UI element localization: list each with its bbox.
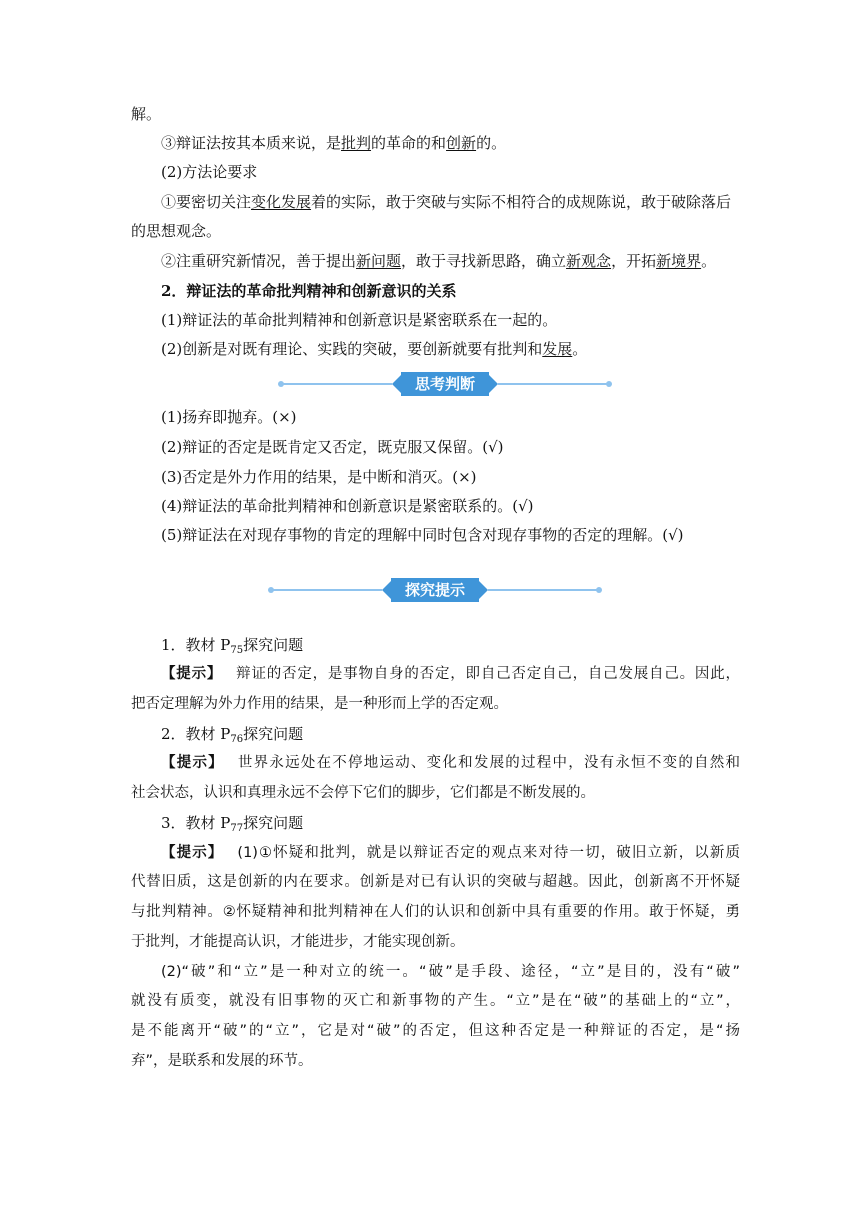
text-span: 世界永远处在不停地运动、变化和发展的过程中，没有永恒不变的自然和 [237, 755, 741, 771]
text-span: 与批判精神。②怀疑精神和批判精神在人们的认识和创新中具有重要的作用。敢于怀疑，勇 [131, 904, 740, 920]
text-span: 探究问题 [243, 725, 304, 743]
section-banner-judge [278, 372, 612, 396]
text-span: 的思想观念。 [131, 222, 222, 240]
text-span: 1．教材 P [161, 636, 231, 654]
text-span: ③辩证法按其本质来说，是 [161, 134, 342, 152]
text-span: 就没有质变，就没有旧事物的灭亡和新事物的产生。“立”是在“破”的基础上的“立”， [131, 993, 740, 1009]
underlined-term: 发展 [542, 340, 573, 358]
answer-line [161, 961, 740, 983]
text-line [161, 132, 740, 154]
answer-line [161, 663, 740, 685]
hint-tag: 【提示】 [161, 845, 224, 861]
text-span: 3．教材 P [161, 814, 231, 832]
question-heading [161, 723, 740, 751]
text-span: 辩证的否定，是事物自身的否定，即自己否定自己，自己发展自己。因此， [236, 666, 741, 682]
answer-line [161, 752, 740, 774]
text-span: ，敢于寻找新思路，确立 [401, 252, 567, 270]
section-heading: (2)方法论要求 [161, 163, 258, 181]
judgment-item [161, 495, 740, 517]
text-span: 着的实际，敢于突破与实际不相符合的成规陈说，敢于破除落后 [311, 193, 732, 211]
text-span: (3)否定是外力作用的结果，是中断和消灭。(×) [161, 468, 477, 486]
banner-rule [498, 383, 608, 385]
text-span: 把否定理解为外力作用的结果，是一种形而上学的否定观。 [131, 696, 508, 712]
text-span: 社会状态，认识和真理永远不会停下它们的脚步，它们都是不断发展的。 [131, 785, 595, 801]
banner-rule [272, 589, 382, 591]
answer-line [161, 842, 740, 864]
text-span: 的。 [476, 134, 507, 152]
text-span: 是不能离开“破”的“立”，它是对“破”的否定，但这种否定是一种辩证的否定，是“扬 [131, 1023, 740, 1039]
banner-arrow-left-icon [392, 375, 401, 393]
text-span: 解。 [131, 105, 162, 123]
answer-line [131, 693, 740, 715]
page-subscript: 75 [230, 645, 244, 656]
answer-line [131, 871, 740, 893]
answer-line [131, 901, 740, 923]
text-span: (5)辩证法在对现存事物的肯定的理解中同时包含对现存事物的否定的理解。(√) [161, 526, 684, 544]
text-line [131, 103, 740, 125]
banner-arrow-right-icon [479, 581, 488, 599]
judgment-item [161, 436, 740, 458]
banner-dot [596, 587, 602, 593]
page-subscript: 77 [230, 823, 244, 834]
text-span: (2)创新是对既有理论、实践的突破，要创新就要有批判和 [161, 340, 543, 358]
question-heading [161, 812, 740, 840]
text-span: 的革命的和 [371, 134, 447, 152]
text-span: ②注重研究新情况，善于提出 [161, 252, 357, 270]
text-span: 代替旧质，这是创新的内在要求。创新是对已有认识的突破与超越。因此，创新离不开怀疑 [131, 874, 740, 890]
text-line [161, 309, 740, 331]
answer-line [131, 1050, 740, 1072]
underlined-term: 新境界 [656, 252, 702, 270]
text-line [161, 161, 740, 183]
text-line [161, 280, 740, 302]
hint-tag: 【提示】 [161, 755, 224, 771]
text-span: (1)扬弃即抛弃。(×) [161, 408, 297, 426]
underlined-term: 批判 [341, 134, 372, 152]
text-span: 。 [572, 340, 588, 358]
text-line [161, 338, 740, 360]
text-span: (1)①怀疑和批判，就是以辩证否定的观点来对待一切，破旧立新，以新质 [237, 845, 741, 861]
banner-label: 思考判断 [401, 372, 489, 396]
answer-line [131, 990, 740, 1012]
banner-rule [282, 383, 392, 385]
text-span: (1)辩证法的革命批判精神和创新意识是紧密联系在一起的。 [161, 311, 558, 329]
text-span: 。 [701, 252, 717, 270]
hint-tag: 【提示】 [161, 666, 223, 682]
banner-rule [488, 589, 598, 591]
banner-dot [606, 381, 612, 387]
section-banner-explore [268, 578, 602, 602]
judgment-item [161, 524, 740, 546]
underlined-term: 创新 [446, 134, 477, 152]
text-span: 弃”，是联系和发展的环节。 [131, 1053, 313, 1069]
underlined-term: 变化发展 [251, 193, 312, 211]
text-span: 2．教材 P [161, 725, 231, 743]
banner-arrow-right-icon [489, 375, 498, 393]
text-span: (4)辩证法的革命批判精神和创新意识是紧密联系的。(√) [161, 497, 534, 515]
page-subscript: 76 [230, 734, 244, 745]
text-span: 于批判，才能提高认识，才能进步，才能实现创新。 [131, 934, 465, 950]
text-span: (2)“破”和“立”是一种对立的统一。“破”是手段、途径，“立”是目的，没有“破” [161, 964, 740, 980]
text-line [161, 250, 740, 272]
underlined-term: 新观念 [566, 252, 612, 270]
text-line [161, 191, 740, 213]
text-span: (2)辩证的否定是既肯定又否定，既克服又保留。(√) [161, 438, 504, 456]
text-line [131, 220, 740, 242]
question-heading [161, 634, 740, 662]
text-span: 探究问题 [243, 814, 304, 832]
banner-label: 探究提示 [391, 578, 479, 602]
underlined-term: 新问题 [356, 252, 402, 270]
text-span: ①要密切关注 [161, 193, 252, 211]
section-heading: 2．辩证法的革命批判精神和创新意识的关系 [161, 282, 457, 300]
answer-line [131, 1020, 740, 1042]
judgment-item [161, 466, 740, 488]
text-span: ，开拓 [611, 252, 657, 270]
text-span: 探究问题 [243, 636, 304, 654]
judgment-item [161, 406, 740, 428]
answer-line [131, 782, 740, 804]
banner-arrow-left-icon [382, 581, 391, 599]
answer-line [131, 931, 740, 953]
